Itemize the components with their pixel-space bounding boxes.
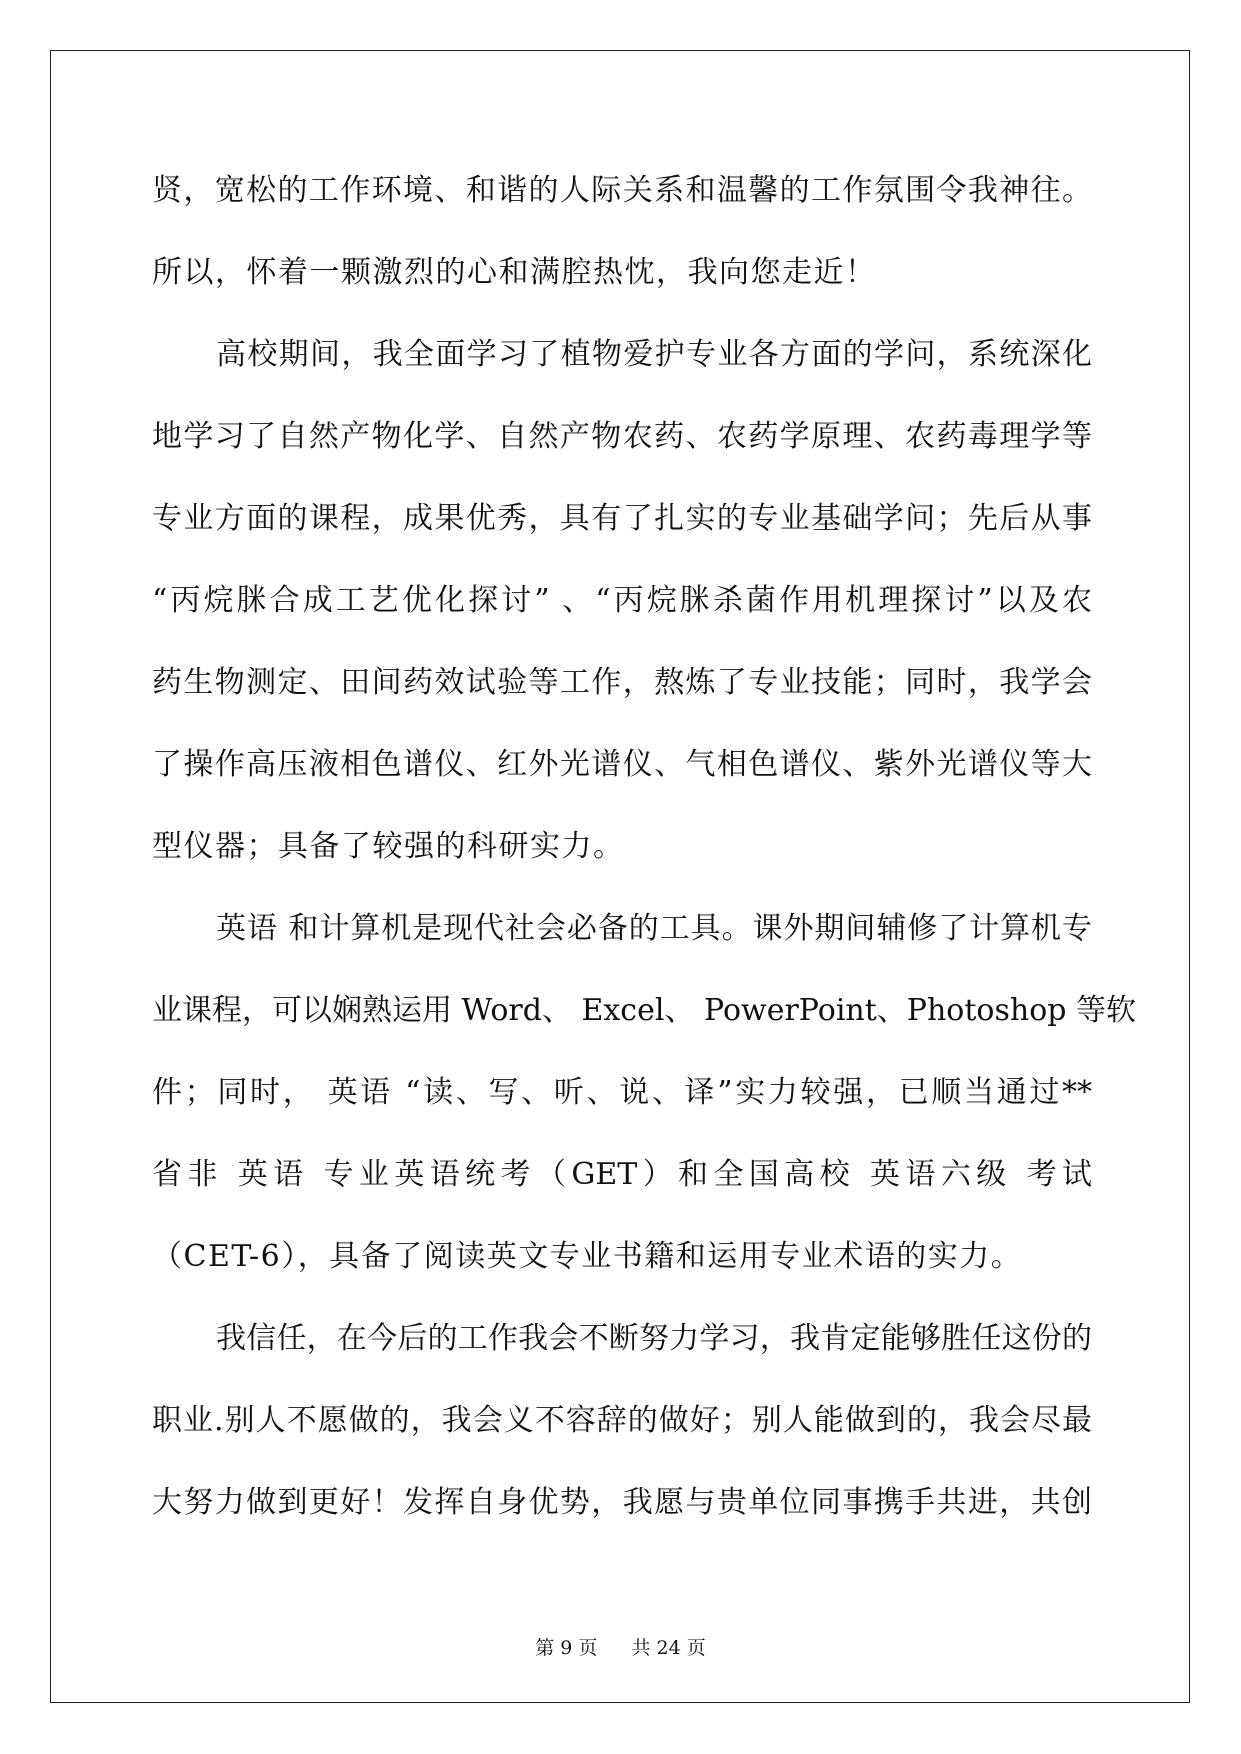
- text-line: 型仪器；具备了较强的科研实力。: [152, 829, 625, 864]
- text-line: 地学习了自然产物化学、自然产物农药、农药学原理、农药毒理学等: [152, 419, 1092, 454]
- page-total: 共 24 页: [631, 1637, 706, 1659]
- page-footer: [0, 1633, 1241, 1660]
- text-line: 大努力做到更好！发挥自身优势，我愿与贵单位同事携手共进，共创: [152, 1485, 1092, 1520]
- text-line: （CET-6），具备了阅读英文专业书籍和运用专业术语的实力。: [152, 1239, 1023, 1274]
- text-line: 专业方面的课程，成果优秀，具有了扎实的专业基础学问；先后从事: [152, 501, 1092, 536]
- document-body: [152, 150, 1136, 1544]
- text-line: 了操作高压液相色谱仪、红外光谱仪、气相色谱仪、紫外光谱仪等大: [152, 747, 1092, 782]
- text-line: 所以，怀着一颗激烈的心和满腔热忱，我向您走近！: [152, 255, 877, 290]
- text-line: 职业.别人不愿做的，我会义不容辞的做好；别人能做到的，我会尽最: [152, 1403, 1092, 1438]
- paragraph-start-line: 英语 和计算机是现代社会必备的工具。课外期间辅修了计算机专: [216, 911, 1092, 946]
- paragraph-start-line: 高校期间，我全面学习了植物爱护专业各方面的学问，系统深化: [216, 337, 1092, 372]
- text-line: “丙烷脒合成工艺优化探讨” 、“丙烷脒杀菌作用机理探讨”以及农: [152, 583, 1092, 618]
- text-line: 省非 英语 专业英语统考（GET）和全国高校 英语六级 考试: [152, 1157, 1092, 1192]
- text-line: 贤，宽松的工作环境、和谐的人际关系和温馨的工作氛围令我神往。: [152, 173, 1092, 208]
- text-line: 药生物测定、田间药效试验等工作，熬炼了专业技能；同时，我学会: [152, 665, 1092, 700]
- page-number: 第 9 页: [535, 1637, 598, 1659]
- text-line: 件；同时， 英语 “读、写、听、说、译”实力较强，已顺当通过**: [152, 1075, 1092, 1110]
- text-line: 业课程，可以娴熟运用 Word、 Excel、 PowerPoint、Photoshop 等软: [152, 993, 1136, 1028]
- paragraph-start-line: 我信任，在今后的工作我会不断努力学习，我肯定能够胜任这份的: [216, 1321, 1092, 1356]
